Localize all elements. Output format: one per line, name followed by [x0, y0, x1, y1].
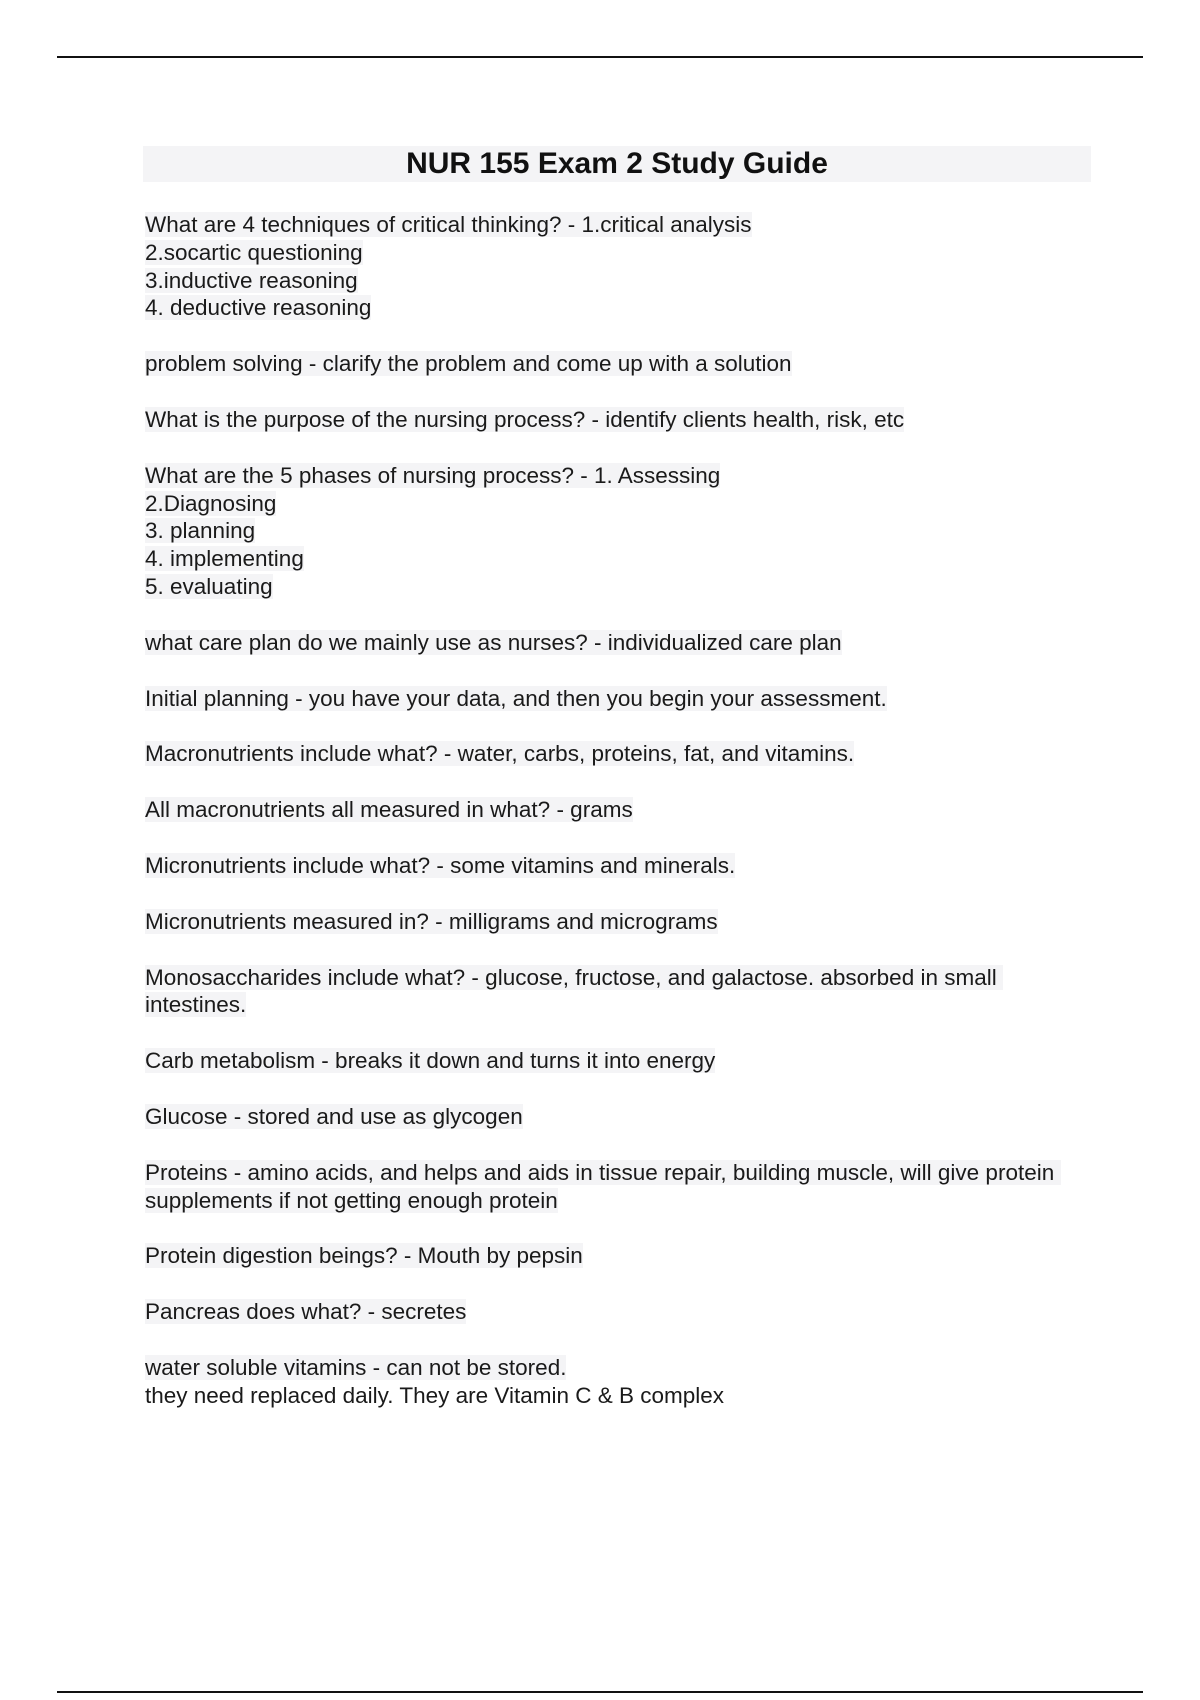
entry-line: 3.inductive reasoning: [145, 267, 358, 293]
entry-line: water soluble vitamins - can not be stored.: [145, 1354, 567, 1380]
entry-macronutrients: [145, 740, 1095, 768]
document-title: NUR 155 Exam 2 Study Guide: [143, 146, 1091, 182]
entry-nursing-process-purpose: [145, 406, 1095, 434]
entry-glucose: [145, 1103, 1095, 1131]
entry-line: 3. planning: [145, 518, 256, 544]
entry-micronutrients: [145, 852, 1095, 880]
entry-line: Proteins - amino acids, and helps and aids in tissue repair, building muscle, will give protein supplements if not getting enough protein: [145, 1159, 1061, 1213]
entry-nursing-process-phases: [145, 462, 1095, 601]
entry-pancreas: [145, 1298, 1095, 1326]
entry-monosaccharides: [145, 964, 1095, 1020]
entry-protein-digestion: [145, 1242, 1095, 1270]
study-guide-content: [145, 211, 1095, 1438]
entry-line: Initial planning - you have your data, and then you begin your assessment.: [145, 685, 887, 711]
entry-line: Micronutrients measured in? - milligrams and micrograms: [145, 908, 718, 934]
bottom-rule: [57, 1691, 1143, 1693]
entry-line: what care plan do we mainly use as nurses? - individualized care plan: [145, 629, 842, 655]
entry-line: Carb metabolism - breaks it down and turns it into energy: [145, 1048, 716, 1074]
entry-line: Glucose - stored and use as glycogen: [145, 1103, 523, 1129]
entry-line: they need replaced daily. They are Vitamin C & B complex: [145, 1382, 725, 1408]
entry-line: 4. implementing: [145, 546, 304, 572]
entry-line: problem solving - clarify the problem and come up with a solution: [145, 351, 792, 377]
entry-line: 2.Diagnosing: [145, 490, 277, 516]
entry-line: Protein digestion beings? - Mouth by pepsin: [145, 1243, 583, 1269]
entry-line: Pancreas does what? - secretes: [145, 1299, 467, 1325]
entry-line: Macronutrients include what? - water, carbs, proteins, fat, and vitamins.: [145, 741, 855, 767]
entry-line: What are the 5 phases of nursing process? - 1. Assessing: [145, 462, 721, 488]
entry-proteins: [145, 1159, 1095, 1215]
entry-line: 5. evaluating: [145, 573, 273, 599]
top-rule: [57, 56, 1143, 58]
entry-problem-solving: [145, 350, 1095, 378]
entry-line: Micronutrients include what? - some vitamins and minerals.: [145, 852, 736, 878]
entry-line: 2.socartic questioning: [145, 239, 363, 265]
entry-line: What is the purpose of the nursing process? - identify clients health, risk, etc: [145, 406, 905, 432]
entry-line: All macronutrients all measured in what? - grams: [145, 797, 633, 823]
entry-critical-thinking: [145, 211, 1095, 322]
entry-care-plan: [145, 629, 1095, 657]
entry-macronutrients-measure: [145, 796, 1095, 824]
entry-micronutrients-measure: [145, 908, 1095, 936]
entry-line: What are 4 techniques of critical thinking? - 1.critical analysis: [145, 212, 752, 237]
entry-initial-planning: [145, 685, 1095, 713]
entry-line: 4. deductive reasoning: [145, 295, 372, 321]
entry-carb-metabolism: [145, 1047, 1095, 1075]
entry-water-soluble-vitamins: [145, 1354, 1095, 1410]
entry-line: Monosaccharides include what? - glucose, fructose, and galactose. absorbed in small intestines.: [145, 964, 1003, 1018]
